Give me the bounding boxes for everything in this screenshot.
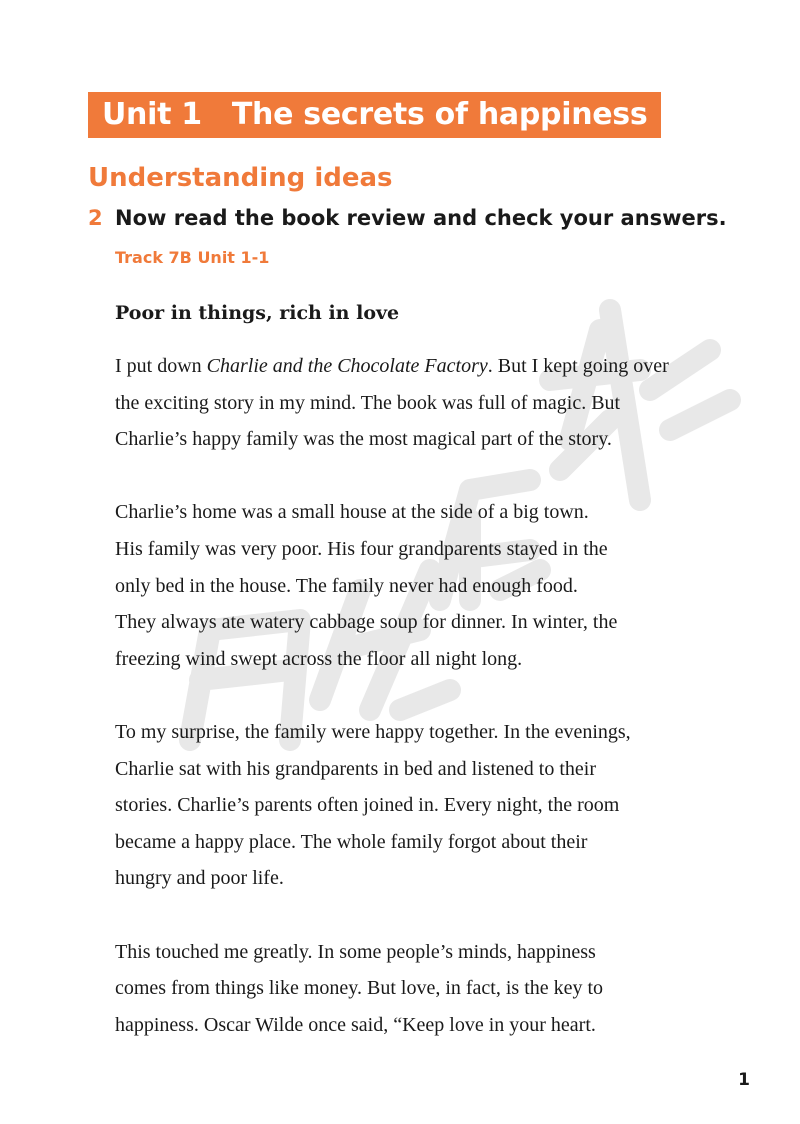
- text-line: the exciting story in my mind. The book was full of magic. But: [115, 391, 621, 414]
- text-line: His family was very poor. His four grandparents stayed in the: [115, 537, 608, 560]
- text-line: freezing wind swept across the floor all night long.: [115, 647, 523, 670]
- unit-title-banner: [88, 92, 661, 138]
- page-number: 1: [738, 1070, 750, 1090]
- text-line: They always ate watery cabbage soup for dinner. In winter, the: [115, 611, 618, 634]
- text-line: stories. Charlie’s parents often joined in. Every night, the room: [115, 794, 620, 817]
- audio-track-label: Track 7B Unit 1-1: [115, 248, 270, 267]
- paragraph: [115, 934, 755, 1044]
- text-line: Charlie sat with his grandparents in bed and listened to their: [115, 757, 596, 780]
- article-title: Poor in things, rich in love: [115, 302, 400, 324]
- paragraph: [115, 714, 755, 897]
- article-body: [115, 348, 755, 1080]
- unit-title: The secrets of happiness: [231, 97, 648, 132]
- text-line: only bed in the house. The family never had enough food.: [115, 574, 578, 597]
- text-line: To my surprise, the family were happy together. In the evenings,: [115, 720, 631, 743]
- text-run: I put down: [115, 355, 207, 377]
- text-line: Charlie’s happy family was the most magical part of the story.: [115, 428, 612, 451]
- paragraph: [115, 348, 755, 458]
- exercise-number: 2: [88, 206, 103, 230]
- text-line: comes from things like money. But love, in fact, is the key to: [115, 977, 604, 1000]
- exercise-instruction: [88, 203, 727, 233]
- section-heading: Understanding ideas: [88, 163, 393, 193]
- book-title: Charlie and the Chocolate Factory: [206, 355, 488, 377]
- text-line: happiness. Oscar Wilde once said, “Keep love in your heart.: [115, 1013, 596, 1036]
- text-line: [115, 348, 755, 385]
- exercise-text: Now read the book review and check your answers.: [115, 206, 727, 230]
- text-line: This touched me greatly. In some people’s minds, happiness: [115, 940, 596, 963]
- text-line: became a happy place. The whole family forgot about their: [115, 830, 588, 853]
- text-line: Charlie’s home was a small house at the side of a big town.: [115, 501, 589, 524]
- paragraph: [115, 494, 755, 677]
- unit-label: Unit 1: [102, 97, 202, 132]
- text-line: hungry and poor life.: [115, 867, 284, 890]
- text-run: . But I kept going over: [487, 355, 669, 377]
